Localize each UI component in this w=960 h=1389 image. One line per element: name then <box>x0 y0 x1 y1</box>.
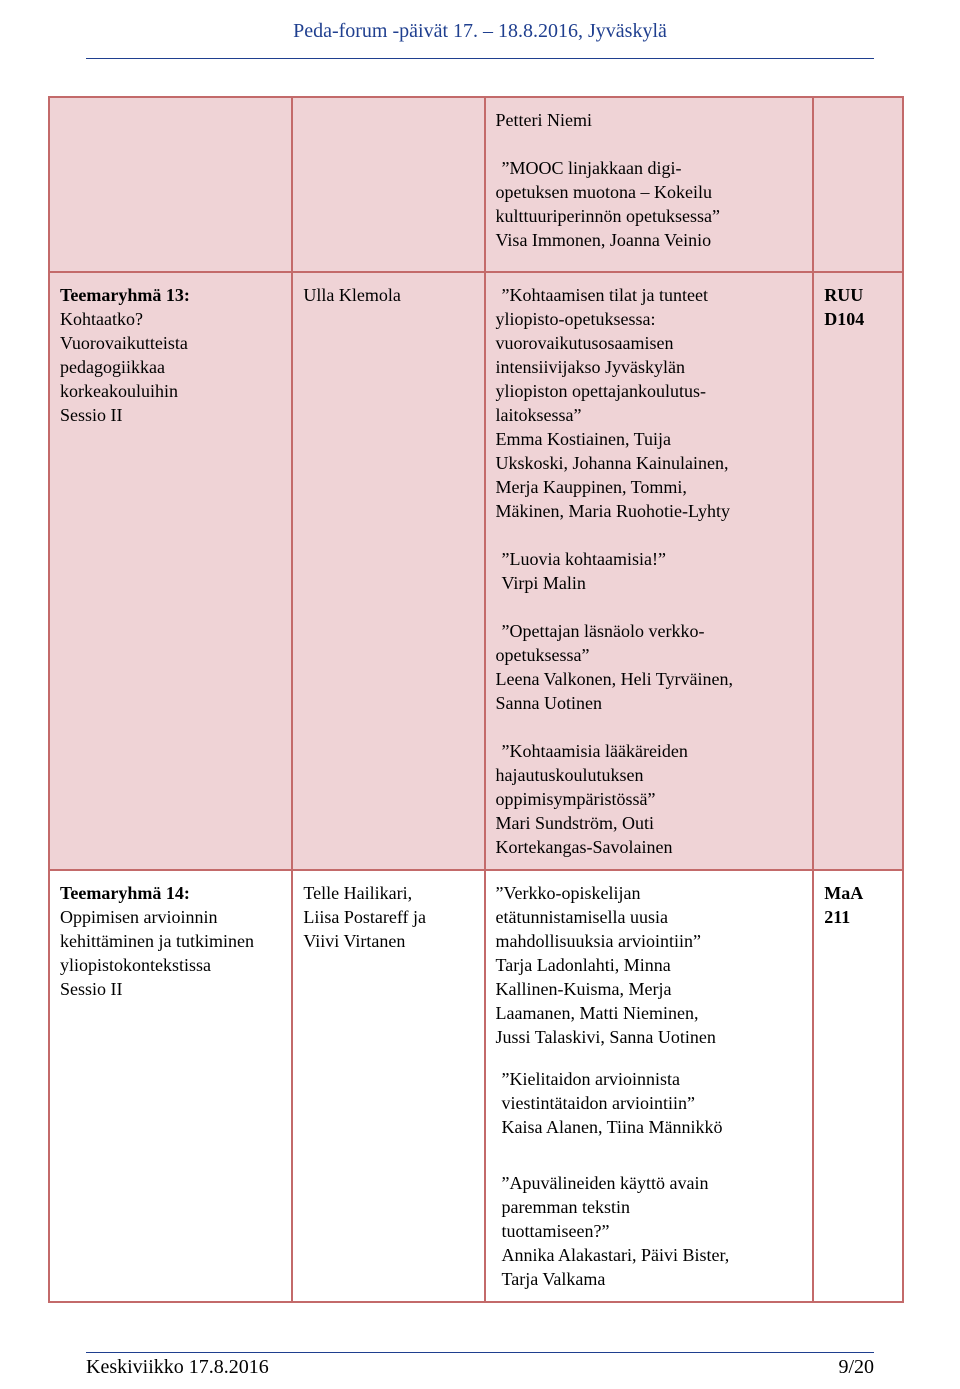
footer-day: Keskiviikko 17.8.2016 <box>86 1356 269 1378</box>
theme-line: Oppimisen arvioinnin <box>60 907 218 927</box>
session-label: Sessio II <box>60 405 123 425</box>
talk-item <box>496 108 803 132</box>
talk-authors-line: Laamanen, Matti Nieminen, <box>495 1003 699 1023</box>
talk-authors-line: Kortekangas-Savolainen <box>495 837 673 857</box>
talk-authors-line: Leena Valkonen, Heli Tyrväinen, <box>495 669 734 689</box>
talk-authors-line: Sanna Uotinen <box>495 693 602 713</box>
talk-title-line: ”Apuvälineiden käyttö avain <box>501 1173 709 1193</box>
talk-title-line: oppimisympäristössä” <box>495 789 656 809</box>
talk-title-line: laitoksessa” <box>495 405 582 425</box>
talk-authors-line: Jussi Talaskivi, Sanna Uotinen <box>495 1027 716 1047</box>
talk-title-line: viestintätaidon arviointiin” <box>501 1093 695 1113</box>
chair-name-line: Liisa Postareff ja <box>303 907 427 927</box>
table-row <box>49 870 903 1302</box>
talks-cell <box>485 97 814 272</box>
talk-title-line: etätunnistamisella uusia <box>495 907 668 927</box>
theme-title: Teemaryhmä 13: <box>60 285 190 305</box>
talk-title-line: mahdollisuuksia arviointiin” <box>495 931 701 951</box>
page-header-title: Peda-forum -päivät 17. – 18.8.2016, Jyväskylä <box>293 20 667 42</box>
talk-authors-line: Mäkinen, Maria Ruohotie-Lyhty <box>495 501 730 521</box>
talk-title-line: ”Kohtaamisen tilat ja tunteet <box>501 285 708 305</box>
talk-item <box>496 547 803 595</box>
talk-title-line: yliopisto-opetuksessa: <box>495 309 656 329</box>
footer-rule <box>86 1352 874 1353</box>
talk-title-line: opetuksessa” <box>495 645 590 665</box>
theme-line: korkeakouluihin <box>60 381 178 401</box>
talk-title-line: paremman tekstin <box>501 1197 630 1217</box>
room-line: D104 <box>824 309 865 329</box>
theme-line: Kohtaatko? <box>60 309 143 329</box>
theme-title: Teemaryhmä 14: <box>60 883 190 903</box>
talk-item <box>496 156 803 252</box>
talk-title-line: ”Opettajan läsnäolo verkko- <box>501 621 705 641</box>
talks-cell <box>485 870 814 1302</box>
talks-cell <box>485 272 814 870</box>
theme-cell <box>49 870 292 1302</box>
chair-cell <box>292 97 484 272</box>
room-line: MaA 211 <box>824 883 863 927</box>
theme-line: kehittäminen ja tutkiminen <box>60 931 254 951</box>
talk-title-line: yliopiston opettajankoulutus- <box>495 381 706 401</box>
talk-item <box>496 619 803 715</box>
talk-title-line: tuottamiseen?” <box>501 1221 610 1241</box>
theme-line: yliopistokontekstissa <box>60 955 212 975</box>
talk-title-line: ”Verkko-opiskelijan <box>495 883 641 903</box>
theme-line: pedagogiikkaa <box>60 357 165 377</box>
talk-item <box>496 283 803 523</box>
theme-cell <box>49 272 292 870</box>
schedule-table <box>48 96 904 1303</box>
session-label: Sessio II <box>60 979 123 999</box>
talk-title-line: kulttuuriperinnön opetuksessa” <box>495 206 720 226</box>
theme-cell <box>49 97 292 272</box>
room-cell <box>813 97 903 272</box>
talk-authors: Visa Immonen, Joanna Veinio <box>495 230 712 250</box>
chair-cell <box>292 870 484 1302</box>
talk-authors-line: Tarja Ladonlahti, Minna <box>495 955 671 975</box>
talk-title-line: ”MOOC linjakkaan digi- <box>501 158 682 178</box>
talk-authors-line: Tarja Valkama <box>501 1269 606 1289</box>
chair-cell <box>292 272 484 870</box>
room-cell <box>813 870 903 1302</box>
table-row <box>49 97 903 272</box>
talk-item <box>496 881 803 1049</box>
chair-name: Ulla Klemola <box>303 285 401 305</box>
talk-authors-line: Emma Kostiainen, Tuija <box>495 429 672 449</box>
talk-item <box>496 739 803 859</box>
talk-authors: Petteri Niemi <box>495 110 592 130</box>
talk-item <box>496 1067 803 1139</box>
talk-title-line: vuorovaikutusosaamisen <box>495 333 674 353</box>
room-cell <box>813 272 903 870</box>
table-row <box>49 272 903 870</box>
talk-title-line: opetuksen muotona – Kokeilu <box>495 182 712 202</box>
talk-authors-line: Ukskoski, Johanna Kainulainen, <box>495 453 729 473</box>
talk-authors-line: Annika Alakastari, Päivi Bister, <box>501 1245 730 1265</box>
talk-title-line: hajautuskoulutuksen <box>495 765 644 785</box>
room-line: RUU <box>824 285 864 305</box>
header-rule <box>86 58 874 59</box>
talk-authors-line: Merja Kauppinen, Tommi, <box>495 477 687 497</box>
chair-name-line: Viivi Virtanen <box>303 931 406 951</box>
talk-authors-line: Mari Sundström, Outi <box>495 813 655 833</box>
talk-title-line: intensiivijakso Jyväskylän <box>495 357 685 377</box>
talk-title-line: ”Luovia kohtaamisia!” <box>501 549 666 569</box>
talk-authors-line: Kaisa Alanen, Tiina Männikkö <box>501 1117 723 1137</box>
talk-authors-line: Virpi Malin <box>501 573 586 593</box>
talk-item <box>496 1171 803 1291</box>
footer-page-number: 9/20 <box>838 1356 874 1378</box>
talk-title-line: ”Kohtaamisia lääkäreiden <box>501 741 688 761</box>
theme-line: Vuorovaikutteista <box>60 333 188 353</box>
talk-authors-line: Kallinen-Kuisma, Merja <box>495 979 672 999</box>
talk-title-line: ”Kielitaidon arvioinnista <box>501 1069 680 1089</box>
chair-name-line: Telle Hailikari, <box>303 883 413 903</box>
